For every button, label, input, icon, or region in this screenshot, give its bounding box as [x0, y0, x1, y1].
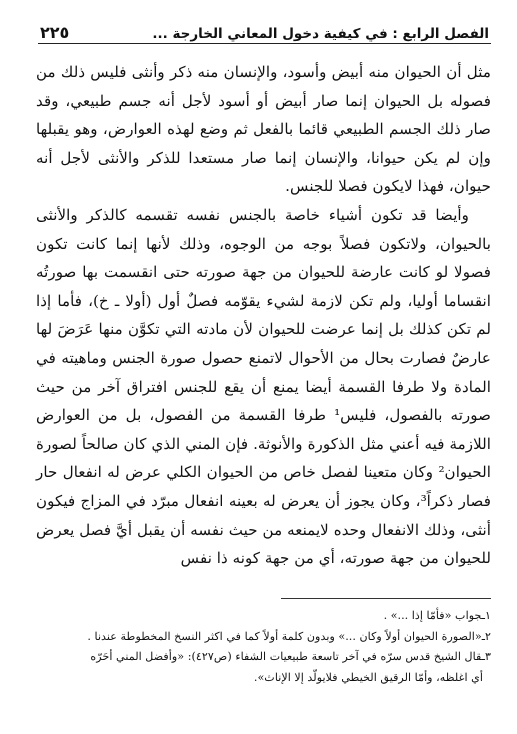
footnotes — [36, 606, 491, 688]
footnote-rule — [281, 598, 491, 599]
paragraph: وأيضا قد تكون أشياء خاصة بالجنس نفسه تقسمه كالذكر والأنثى بالحيوان، ولاتكون فصلاً بوجه من الوجوه، وذلك لأنها إنما كانت تكون فصولا لو كانت عارضة للحيوان من جهة صورته حتى انقسمت بها صورتُه انقساما أوليا، ولم تكن لازمة لشيء يقوّمه فصلٌ أول (أولا ـ خ)، فأما إذا لم تكن كذلك بل إنما عرضت للحيوان لأن مادته التي تكوَّن منها عَرَضَ لها عارضٌ فصارت بحال من الأحوال لاتمنع حصول صورة الجنس وماهيته في المادة ولا طرفا القسمة أيضا يمنع أن يقع للجنس افتراق آخر من حيث صورته بالفصول، فليس¹ طرفا القسمة من الفصول، بل من العوارض اللازمة فيه أعني مثل الذكورة والأنوثة. فإن المني الذي كان صالحاً لصورة الحيوان² وكان متعينا لفصل خاص من الحيوان الكلي عرض له انفعال حار فصار ذكراً³، وكان يجوز أن يعرض له بعينه انفعال مبرّد في المزاج فيكون أنثى، وذلك الانفعال وحده لايمنعه من حيث نفسه أن يقبل أيَّ فصل يعرض للحيوان من جهة صورته، أي من جهة كونه ذا نفس — [36, 205, 491, 568]
body-text — [36, 58, 491, 573]
footnote-2: ٢ـ«الصورة الحيوان أولاً وكان ...» وبدون كلمة أولاً كما في اكثر النسخ المخطوطة عندنا . — [87, 629, 491, 643]
footnote-1: ١ـجواب «فأمّا إذا ...» . — [383, 609, 491, 622]
paragraph: مثل أن الحيوان منه أبيض وأسود، والإنسان منه ذكر وأنثى فليس ذلك من فصوله بل الحيوان إنما صار أبيض أو أسود لأجل أنه جسم طبيعي، وقد صار ذلك الجسم الطبيعي قائما بالفعل ثم وضع لهذه العوارض، وهو يقبلها وإن لم يكن حيوانا، والإنسان إنما صار مستعدا للذكر والأنثى لأجل أنه حيوان، فهذا لايكون فصلا للجنس. — [36, 63, 491, 196]
header-rule — [38, 43, 491, 44]
footnote-3-continued: أي اغلظه، وأمّا الرقيق الخيطي فلايولّد إلا الإناث». — [253, 670, 483, 684]
chapter-title: الفصل الرابع : في كيفية دخول المعاني الخارجة ... — [152, 26, 489, 42]
page-number: ٢٢٥ — [40, 23, 70, 42]
running-header — [40, 16, 489, 42]
footnote-3: ٣ـقال الشيخ قدس سرّه في آخر تاسعة طبيعيات الشفاء (ص٤٢٧): «وأفضل المني أحَرّه — [90, 650, 491, 663]
